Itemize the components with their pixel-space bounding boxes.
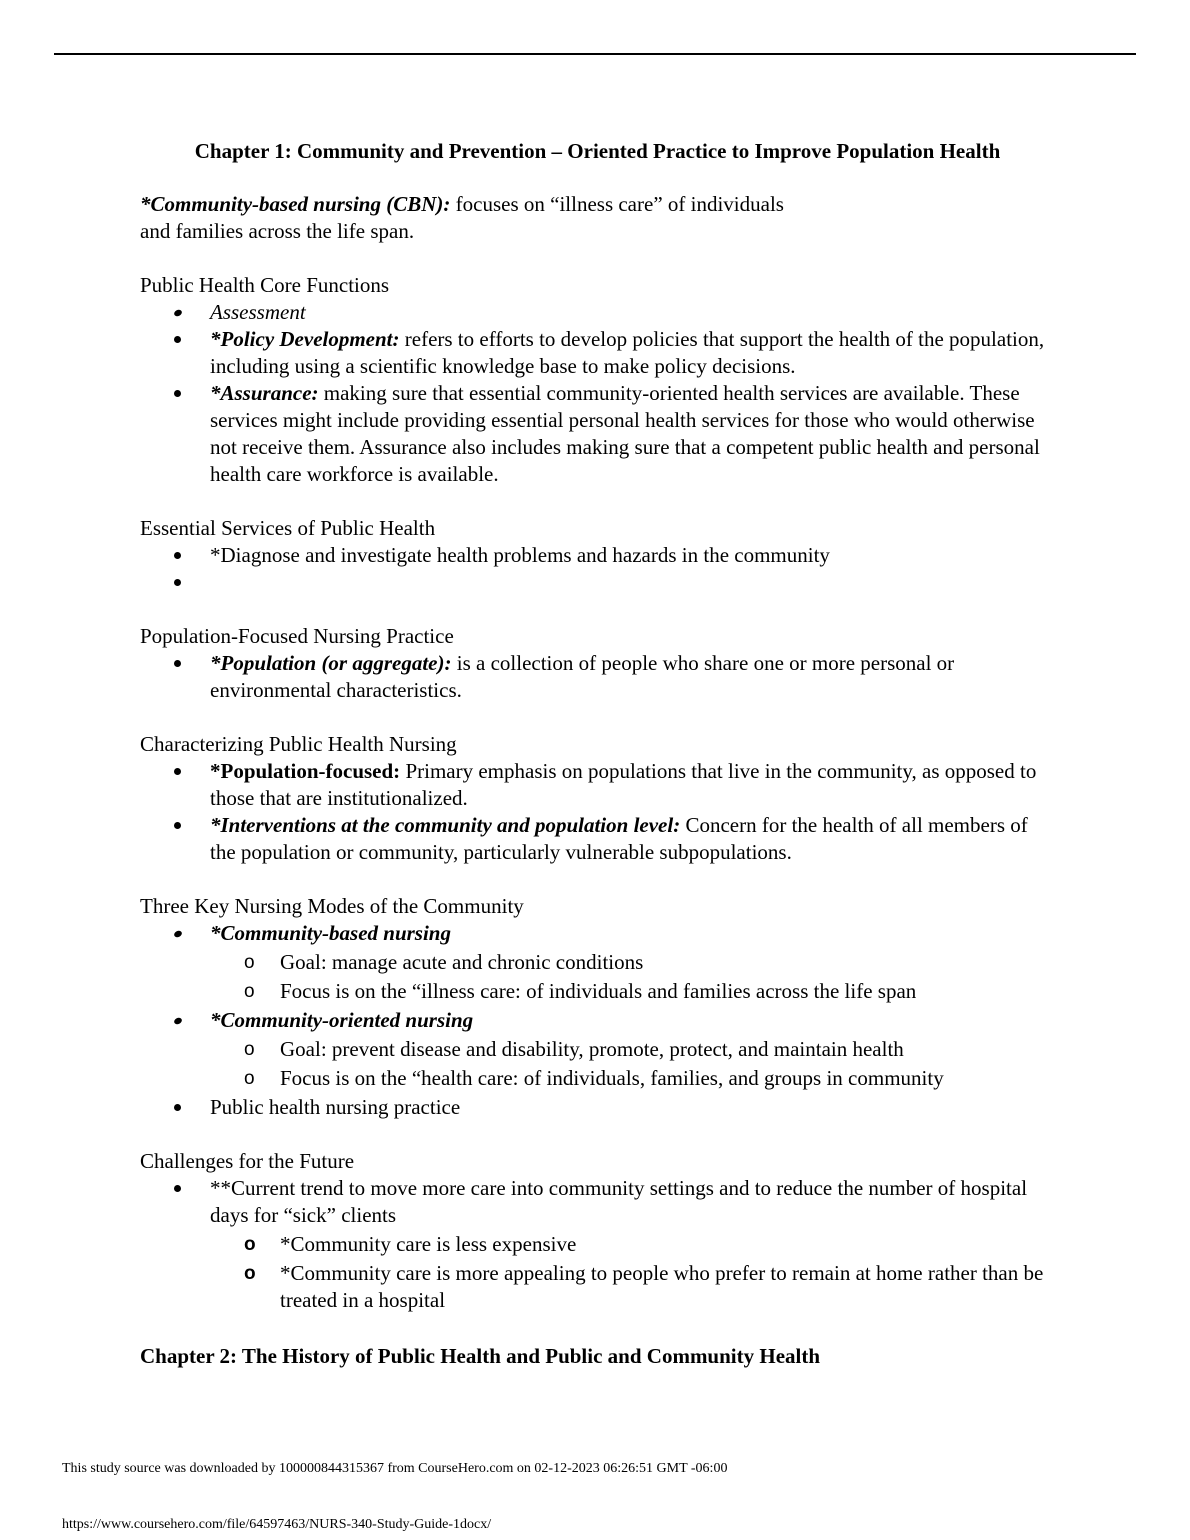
bullet-icon	[174, 1185, 181, 1192]
list-item	[140, 812, 1055, 866]
mode-2-label: *Community-oriented nursing	[210, 1008, 474, 1032]
document-body	[140, 138, 1055, 1370]
list-item	[210, 1065, 1055, 1092]
bullet-icon	[174, 768, 181, 775]
mode-2-sublist	[210, 1036, 1055, 1092]
core-functions-heading: Public Health Core Functions	[140, 273, 390, 297]
assurance-term: *Assurance:	[210, 381, 319, 405]
population-focused-list	[140, 650, 1055, 704]
list-item	[210, 1036, 1055, 1063]
sub-bullet-icon: o	[244, 1068, 255, 1089]
list-item	[140, 650, 1055, 704]
sub-bullet-icon: o	[244, 1234, 256, 1255]
sub-bullet-icon: o	[244, 1039, 255, 1060]
interventions-term: *Interventions at the community and population level:	[210, 813, 681, 837]
challenge-sub-2: *Community care is more appealing to people who prefer to remain at home rather than be treated in a hospital	[280, 1261, 1044, 1312]
cbn-definition	[140, 191, 1055, 245]
list-item	[140, 758, 1055, 812]
bullet-icon	[173, 1016, 183, 1025]
mode-1-focus: Focus is on the “illness care: of individuals and families across the life span	[280, 979, 917, 1003]
mode-1-label: *Community-based nursing	[210, 921, 451, 945]
bullet-icon	[174, 1104, 181, 1111]
cbn-text-1: focuses on “illness care” of individuals	[450, 192, 784, 216]
list-item	[140, 542, 1055, 569]
list-item	[140, 1175, 1055, 1314]
cbn-text-2: and families across the life span.	[140, 219, 415, 243]
essential-service-1: *Diagnose and investigate health problems and hazards in the community	[210, 543, 830, 567]
interventions-text: Concern for the health of all members of the population or community, particularly vulnerable subpopulations.	[210, 813, 1028, 864]
cbn-term: *Community-based nursing (CBN):	[140, 192, 451, 216]
three-modes-list	[140, 920, 1055, 1121]
sub-bullet-icon: o	[244, 1263, 256, 1284]
bullet-icon	[174, 552, 181, 559]
chapter-2-title: Chapter 2: The History of Public Health and Public and Community Health	[140, 1344, 821, 1368]
bullet-icon	[174, 336, 181, 343]
population-term: *Population (or aggregate):	[210, 651, 452, 675]
population-focused-term: *Population-focused:	[210, 759, 401, 783]
population-focused-heading: Population-Focused Nursing Practice	[140, 624, 454, 648]
mode-2-focus: Focus is on the “health care: of individuals, families, and groups in community	[280, 1066, 944, 1090]
list-item	[140, 920, 1055, 1005]
list-item	[140, 299, 1055, 326]
mode-1-sublist	[210, 949, 1055, 1005]
bullet-icon	[174, 822, 181, 829]
core-functions-list	[140, 299, 1055, 488]
policy-term: *Policy Development:	[210, 327, 400, 351]
characterizing-list	[140, 758, 1055, 866]
list-item	[140, 1094, 1055, 1121]
chapter-1-title: Chapter 1: Community and Prevention – Oriented Practice to Improve Population Health	[194, 139, 1001, 163]
policy-text: refers to efforts to develop policies that support the health of the population, including using a scientific knowledge base to make policy decisions.	[210, 327, 1045, 378]
challenges-heading: Challenges for the Future	[140, 1149, 355, 1173]
sub-bullet-icon: o	[244, 952, 255, 973]
mode-3-label: Public health nursing practice	[210, 1095, 461, 1119]
mode-2-goal: Goal: prevent disease and disability, promote, protect, and maintain health	[280, 1037, 904, 1061]
list-item	[210, 1260, 1055, 1314]
population-text: is a collection of people who share one or more personal or environmental characteristics.	[210, 651, 955, 702]
list-item	[140, 1007, 1055, 1092]
challenge-sub-1: *Community care is less expensive	[280, 1232, 577, 1256]
source-url[interactable]: https://www.coursehero.com/file/64597463/NURS-340-Study-Guide-1docx/	[62, 1517, 492, 1532]
download-note: This study source was downloaded by 100000844315367 from CourseHero.com on 02-12-2023 06:26:51 GMT -06:00	[62, 1461, 728, 1476]
list-item	[140, 380, 1055, 488]
essential-services-heading: Essential Services of Public Health	[140, 516, 436, 540]
list-item	[210, 1231, 1055, 1258]
top-rule	[54, 53, 1136, 55]
bullet-icon	[174, 579, 181, 586]
sub-bullet-icon: o	[244, 981, 255, 1002]
list-item	[140, 569, 1055, 596]
challenge-1-sublist	[210, 1231, 1055, 1314]
characterizing-heading: Characterizing Public Health Nursing	[140, 732, 457, 756]
mode-1-goal: Goal: manage acute and chronic conditions	[280, 950, 644, 974]
challenges-list	[140, 1175, 1055, 1314]
list-item	[210, 949, 1055, 976]
bullet-icon	[173, 308, 183, 317]
bullet-icon	[174, 660, 181, 667]
population-focused-text: Primary emphasis on populations that live in the community, as opposed to those that are institutionalized.	[210, 759, 1037, 810]
list-item	[210, 978, 1055, 1005]
challenge-1: **Current trend to move more care into community settings and to reduce the number of hospital days for “sick” clients	[210, 1176, 1028, 1227]
assessment-label: Assessment	[210, 300, 306, 324]
assurance-text: making sure that essential community-oriented health services are available. These services might include providing essential personal health services for those who would otherwise not receive them. Assurance also includes making sure that a competent public health and personal health care workforce is available.	[210, 381, 1040, 486]
bullet-icon	[173, 929, 183, 938]
three-modes-heading: Three Key Nursing Modes of the Community	[140, 894, 524, 918]
list-item	[140, 326, 1055, 380]
essential-services-list	[140, 542, 1055, 596]
bullet-icon	[174, 390, 181, 397]
